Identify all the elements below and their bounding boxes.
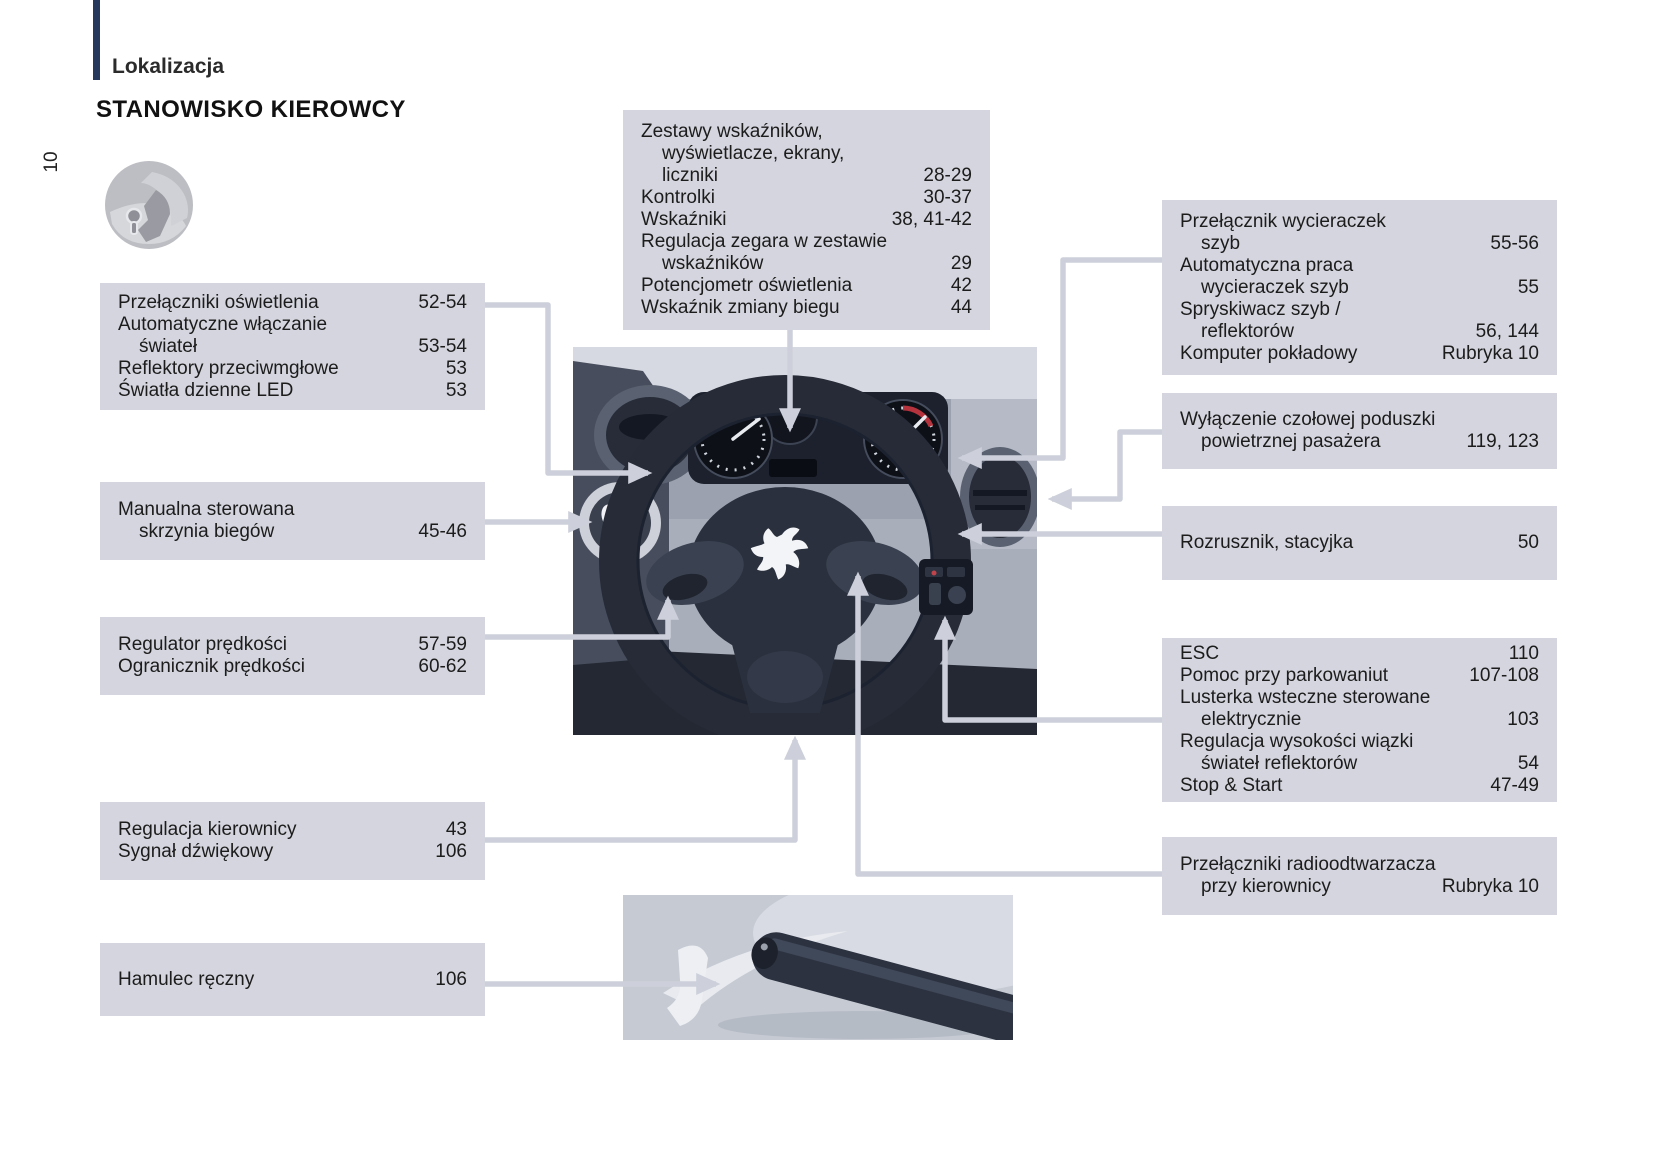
switch-panel: [919, 559, 973, 615]
callout-line: [118, 358, 467, 380]
callout-line: [1180, 665, 1539, 687]
connector-airbag: [1052, 432, 1162, 499]
callout-pages: 53: [445, 357, 467, 379]
callout-pages: 30-37: [923, 187, 972, 208]
callout-label: elektrycznie: [1201, 709, 1302, 730]
callout-label: Wskaźniki: [641, 209, 727, 230]
callout-line: [1180, 643, 1539, 665]
callout-pages: [1529, 409, 1539, 431]
callout-line: [1180, 321, 1539, 343]
page-number: 10: [41, 151, 62, 173]
callout-line: [641, 253, 972, 275]
callout-line: [1180, 753, 1539, 775]
callout-pages: [962, 121, 972, 143]
callout-line: [118, 380, 467, 402]
callout-label: Reflektory przeciwmgłowe: [118, 357, 339, 379]
callout-label: Światła dzienne LED: [118, 379, 294, 401]
callout-pages: 50: [1517, 532, 1539, 553]
callout-pages: [1529, 731, 1539, 753]
callout-pages: 106: [435, 968, 467, 990]
callout-label: reflektorów: [1201, 320, 1294, 342]
callout-gearbox: [100, 482, 485, 560]
callout-line: [1180, 876, 1539, 898]
callout-line: [1180, 532, 1539, 554]
callout-speed: [100, 617, 485, 695]
callout-line: [1180, 775, 1539, 797]
callout-pages: 54: [1517, 753, 1539, 774]
callout-label: wycieraczek szyb: [1201, 276, 1349, 298]
callout-line: [641, 231, 972, 253]
callout-line: [1180, 299, 1539, 321]
callout-pages: 55: [1517, 276, 1539, 298]
callout-pages: 110: [1508, 643, 1539, 664]
callout-line: [1180, 343, 1539, 365]
callout-line: [118, 841, 467, 863]
callout-pages: 56, 144: [1475, 320, 1539, 342]
connector-steering: [485, 740, 795, 840]
callout-handbrake: [100, 943, 485, 1016]
callout-label: skrzynia biegów: [139, 521, 275, 542]
callout-pages: [1529, 211, 1539, 233]
callout-label: wskaźników: [662, 253, 764, 274]
callout-label: Wyłączenie czołowej poduszki: [1180, 409, 1436, 430]
dashboard-photo: [573, 347, 1037, 735]
callout-line: [118, 292, 467, 314]
callout-label: Rozrusznik, stacyjka: [1180, 532, 1354, 553]
callout-line: [118, 634, 467, 656]
callout-pages: 29: [950, 253, 972, 274]
callout-pages: 45-46: [418, 521, 467, 542]
callout-line: [641, 121, 972, 143]
callout-pages: 53-54: [418, 335, 467, 357]
callout-label: wyświetlacze, ekrany,: [662, 143, 845, 164]
callout-esc: [1162, 638, 1557, 802]
callout-label: Regulacja kierownicy: [118, 819, 297, 840]
callout-pages: [1529, 854, 1539, 876]
callout-label: Wskaźnik zmiany biegu: [641, 297, 840, 318]
section-label: Lokalizacja: [112, 55, 225, 78]
callout-label: Lusterka wsteczne sterowane: [1180, 687, 1431, 708]
callout-line: [1180, 709, 1539, 731]
callout-pages: 55-56: [1490, 232, 1539, 254]
callout-label: Przełącznik wycieraczek: [1180, 210, 1386, 232]
callout-pages: 103: [1507, 709, 1539, 730]
callout-line: [1180, 854, 1539, 876]
callout-line: [118, 499, 467, 521]
callout-pages: 52-54: [418, 291, 467, 313]
callout-pages: [1529, 255, 1539, 277]
callout-line: [1180, 233, 1539, 255]
callout-label: Przełączniki oświetlenia: [118, 291, 319, 313]
key-icon: [127, 209, 141, 223]
driver-station-icon: [104, 160, 194, 250]
callout-ignition: [1162, 506, 1557, 580]
callout-label: Hamulec ręczny: [118, 968, 255, 990]
callout-label: Spryskiwacz szyb /: [1180, 298, 1341, 320]
callout-line: [1180, 211, 1539, 233]
callout-pages: [457, 499, 467, 521]
callout-pages: 47-49: [1490, 775, 1539, 796]
callout-pages: 57-59: [418, 634, 467, 655]
callout-pages: Rubryka 10: [1441, 876, 1539, 897]
callout-label: przy kierownicy: [1201, 876, 1331, 897]
callout-airbag: [1162, 393, 1557, 469]
callout-pages: 28-29: [923, 165, 972, 186]
callout-pages: 38, 41-42: [891, 209, 972, 230]
callout-line: [641, 297, 972, 319]
callout-line: [1180, 431, 1539, 453]
callout-pages: 53: [445, 379, 467, 401]
callout-instruments: [623, 110, 990, 330]
callout-line: [641, 143, 972, 165]
callout-label: szyb: [1201, 232, 1241, 254]
callout-line: [641, 209, 972, 231]
callout-label: Zestawy wskaźników,: [641, 121, 823, 142]
callout-line: [641, 187, 972, 209]
callout-label: Automatyczne włączanie: [118, 313, 328, 335]
callout-radio: [1162, 837, 1557, 915]
callout-label: Regulacja wysokości wiązki: [1180, 731, 1414, 752]
callout-label: Przełączniki radioodtwarzacza: [1180, 854, 1436, 875]
callout-line: [641, 165, 972, 187]
callout-label: świateł: [139, 335, 198, 357]
callout-pages: [1529, 687, 1539, 709]
callout-line: [118, 336, 467, 358]
callout-line: [1180, 277, 1539, 299]
callout-line: [118, 819, 467, 841]
callout-line: [641, 275, 972, 297]
callout-label: Potencjometr oświetlenia: [641, 275, 853, 296]
callout-steering: [100, 802, 485, 880]
callout-pages: 106: [435, 841, 467, 862]
callout-line: [1180, 255, 1539, 277]
callout-label: Sygnał dźwiękowy: [118, 841, 274, 862]
callout-line: [118, 521, 467, 543]
callout-label: Automatyczna praca: [1180, 254, 1354, 276]
right-air-vent: [960, 447, 1037, 547]
callout-pages: 60-62: [418, 656, 467, 677]
page-title: STANOWISKO KIEROWCY: [96, 96, 406, 123]
section-accent-bar: [93, 0, 100, 80]
callout-label: Komputer pokładowy: [1180, 342, 1358, 364]
callout-line: [1180, 731, 1539, 753]
callout-label: Ogranicznik prędkości: [118, 656, 305, 677]
handbrake-photo: [623, 895, 1013, 1040]
callout-label: Kontrolki: [641, 187, 715, 208]
callout-pages: 119, 123: [1466, 431, 1539, 452]
callout-label: ESC: [1180, 643, 1220, 664]
callout-pages: [962, 231, 972, 253]
callout-label: Manualna sterowana: [118, 499, 295, 520]
callout-label: świateł reflektorów: [1201, 753, 1358, 774]
callout-wipers: [1162, 200, 1557, 375]
callout-pages: Rubryka 10: [1441, 342, 1539, 364]
callout-pages: [457, 314, 467, 336]
callout-line: [1180, 409, 1539, 431]
callout-pages: 43: [445, 819, 467, 840]
callout-label: Regulacja zegara w zestawie: [641, 231, 888, 252]
callout-pages: 42: [950, 275, 972, 296]
callout-pages: 107-108: [1469, 665, 1539, 686]
callout-lighting: [100, 283, 485, 410]
callout-pages: [1529, 299, 1539, 321]
callout-label: Pomoc przy parkowaniut: [1180, 665, 1389, 686]
callout-line: [118, 656, 467, 678]
callout-pages: [962, 143, 972, 165]
callout-label: powietrznej pasażera: [1201, 431, 1381, 452]
callout-line: [1180, 687, 1539, 709]
callout-line: [118, 969, 467, 991]
callout-line: [118, 314, 467, 336]
callout-label: Regulator prędkości: [118, 634, 287, 655]
callout-pages: 44: [950, 297, 972, 318]
callout-label: Stop & Start: [1180, 775, 1283, 796]
callout-label: liczniki: [662, 165, 718, 186]
